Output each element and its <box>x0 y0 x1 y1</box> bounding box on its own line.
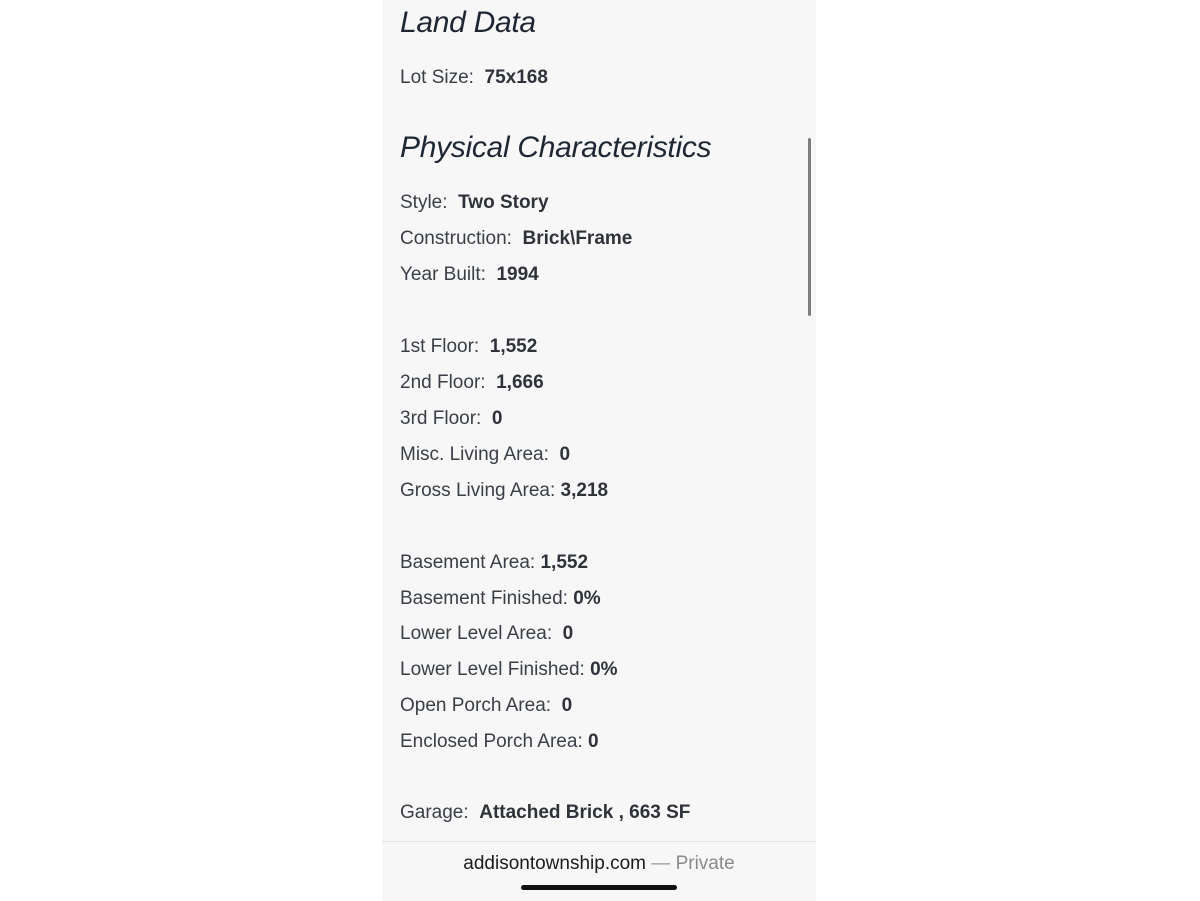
construction-label: Construction: <box>400 228 512 249</box>
third-floor-value: 0 <box>491 408 503 429</box>
style-label: Style: <box>400 192 448 213</box>
open-porch-area-value: 0 <box>561 695 573 716</box>
misc-living-area-row <box>400 443 570 467</box>
physical-characteristics-heading: Physical Characteristics <box>400 131 712 164</box>
style-value: Two Story <box>458 192 549 213</box>
first-floor-row <box>400 335 537 359</box>
garage-value: Attached Brick , 663 SF <box>479 802 691 823</box>
misc-living-area-value: 0 <box>559 444 571 465</box>
open-porch-area-label: Open Porch Area: <box>400 695 552 716</box>
site-domain: addisontownship.com <box>463 853 646 874</box>
enclosed-porch-area-value: 0 <box>588 731 599 752</box>
address-bar-text[interactable] <box>382 853 816 875</box>
lot-size-row <box>400 66 548 90</box>
lot-size-value: 75x168 <box>484 67 548 88</box>
misc-living-area-label: Misc. Living Area: <box>400 444 549 465</box>
first-floor-value: 1,552 <box>489 336 538 357</box>
year-built-row <box>400 263 539 287</box>
construction-row <box>400 227 632 251</box>
construction-value: Brick\Frame <box>522 228 633 249</box>
address-separator: — <box>651 853 671 874</box>
style-row <box>400 191 549 215</box>
open-porch-area-row <box>400 694 572 718</box>
second-floor-row <box>400 371 544 395</box>
basement-area-value: 1,552 <box>540 552 589 573</box>
browser-address-bar[interactable] <box>382 841 816 901</box>
lower-level-finished-value: 0% <box>590 659 618 680</box>
third-floor-label: 3rd Floor: <box>400 408 482 429</box>
gross-living-area-value: 3,218 <box>560 480 609 501</box>
gross-living-area-label: Gross Living Area: <box>400 480 556 501</box>
basement-finished-label: Basement Finished: <box>400 588 568 609</box>
lot-size-label: Lot Size: <box>400 67 474 88</box>
lower-level-area-value: 0 <box>562 623 574 644</box>
basement-area-label: Basement Area: <box>400 552 536 573</box>
enclosed-porch-area-label: Enclosed Porch Area: <box>400 731 583 752</box>
second-floor-label: 2nd Floor: <box>400 372 486 393</box>
enclosed-porch-area-row <box>400 730 599 754</box>
year-built-label: Year Built: <box>400 264 486 285</box>
garage-label: Garage: <box>400 802 469 823</box>
web-page <box>382 0 816 900</box>
page-scrollbar[interactable] <box>808 138 811 316</box>
basement-finished-row <box>400 587 601 611</box>
lower-level-area-row <box>400 622 573 646</box>
second-floor-value: 1,666 <box>496 372 544 393</box>
lower-level-finished-row <box>400 658 618 682</box>
garage-row <box>400 801 690 825</box>
land-data-heading: Land Data <box>400 6 536 39</box>
lower-level-finished-label: Lower Level Finished: <box>400 659 585 680</box>
year-built-value: 1994 <box>496 264 539 285</box>
lower-level-area-label: Lower Level Area: <box>400 623 553 644</box>
third-floor-row <box>400 407 502 431</box>
gross-living-area-row <box>400 479 608 503</box>
basement-finished-value: 0% <box>573 588 601 609</box>
home-indicator[interactable] <box>521 885 677 890</box>
basement-area-row <box>400 551 588 575</box>
first-floor-label: 1st Floor: <box>400 336 480 357</box>
private-browsing-label: Private <box>675 853 735 874</box>
